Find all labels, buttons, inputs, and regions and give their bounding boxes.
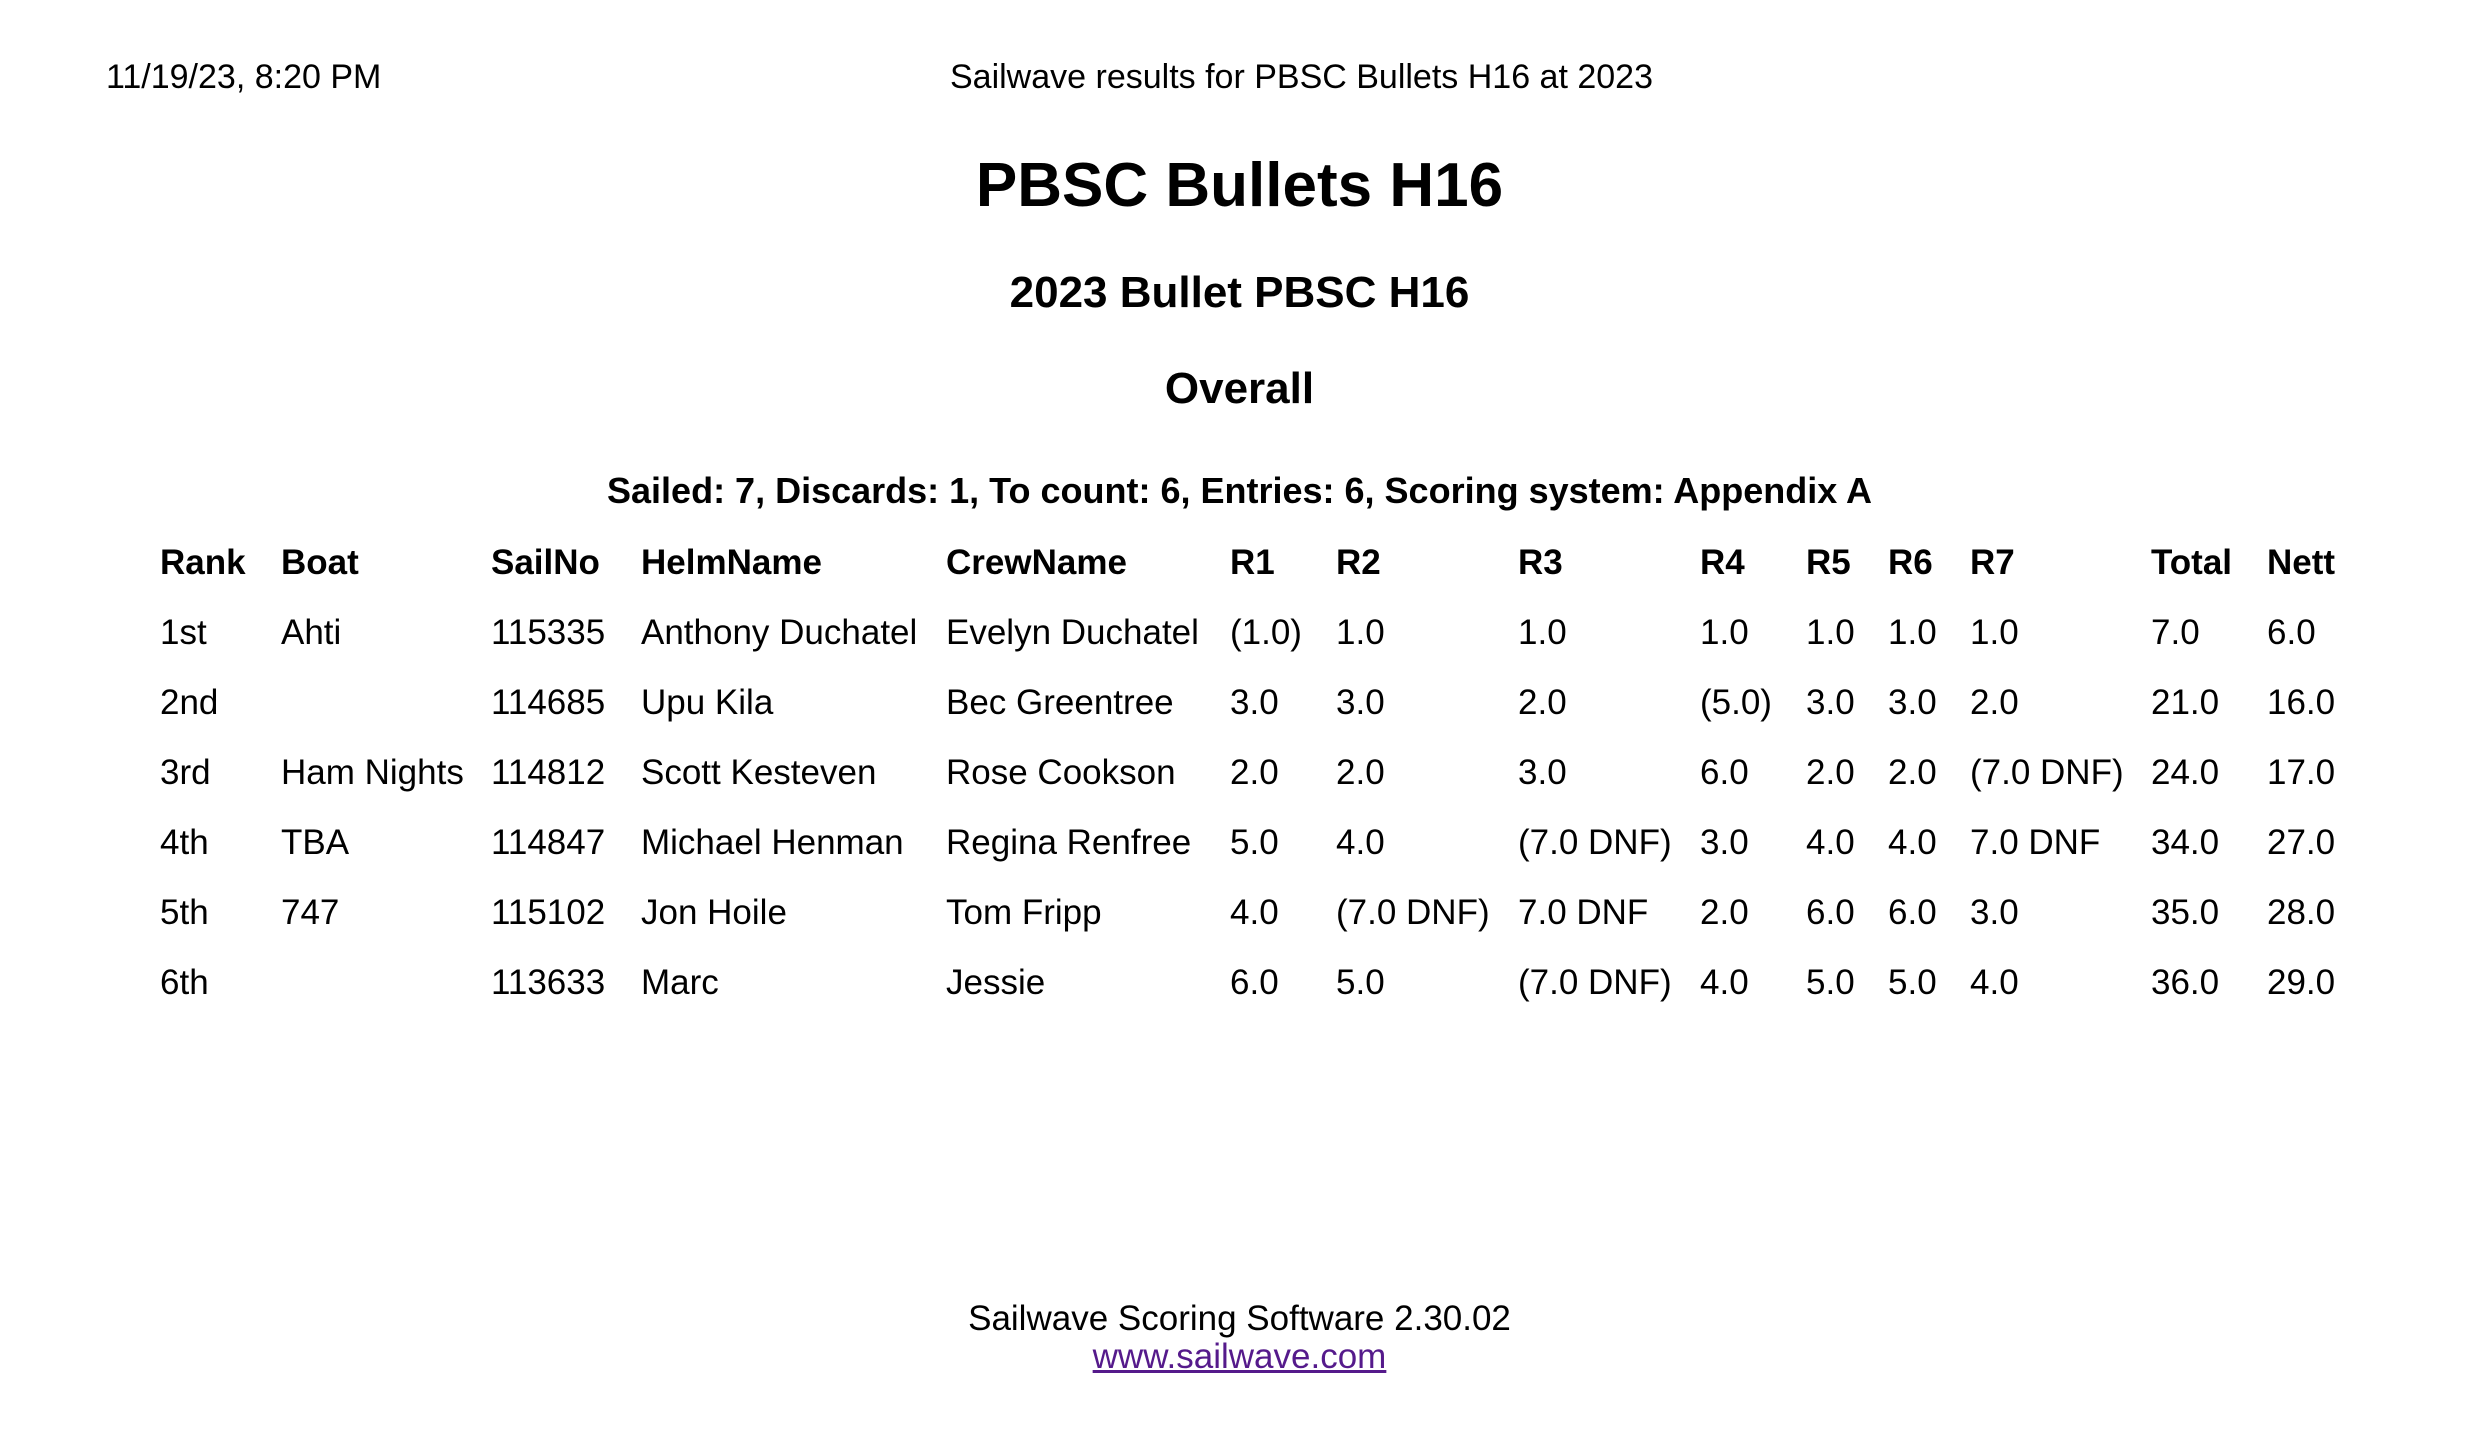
table-cell: 114847 xyxy=(491,823,606,862)
table-cell: 1st xyxy=(160,613,207,652)
print-page-title: Sailwave results for PBSC Bullets H16 at 2023 xyxy=(949,58,1653,96)
table-cell: 29.0 xyxy=(2267,963,2336,1002)
table-cell: (5.0) xyxy=(1700,683,1772,722)
table-cell xyxy=(281,964,491,1034)
series-summary: Sailed: 7, Discards: 1, To count: 6, Entries: 6, Scoring system: Appendix A xyxy=(607,470,1872,511)
table-cell: 2.0 xyxy=(1970,683,2019,722)
table-cell: 3.0 xyxy=(1806,683,1855,722)
sailwave-link[interactable]: www.sailwave.com xyxy=(1092,1337,1387,1376)
table-cell: 7.0 xyxy=(2151,613,2200,652)
table-row xyxy=(160,894,2357,964)
table-cell: 4.0 xyxy=(1970,963,2019,1002)
table-cell: TBA xyxy=(281,823,350,862)
table-cell: 2.0 xyxy=(1230,753,1279,792)
table-header-row xyxy=(160,544,2357,614)
section-title: Overall xyxy=(1164,364,1315,413)
table-cell: 3.0 xyxy=(1888,683,1937,722)
software-credit: Sailwave Scoring Software 2.30.02 xyxy=(968,1299,1511,1338)
table-cell: 35.0 xyxy=(2151,893,2220,932)
table-row xyxy=(160,754,2357,824)
column-header: R2 xyxy=(1336,543,1381,582)
table-cell: 5.0 xyxy=(1336,963,1385,1002)
table-cell: 4.0 xyxy=(1888,823,1937,862)
column-header: R7 xyxy=(1970,543,2015,582)
table-cell: 3.0 xyxy=(1970,893,2019,932)
table-cell: Anthony Duchatel xyxy=(641,613,918,652)
table-cell: Rose Cookson xyxy=(946,753,1176,792)
table-cell: 4.0 xyxy=(1700,963,1749,1002)
table-row xyxy=(160,824,2357,894)
table-cell: 1.0 xyxy=(1970,613,2019,652)
table-cell: 2.0 xyxy=(1888,753,1937,792)
table-cell: 5.0 xyxy=(1230,823,1279,862)
table-cell: 4.0 xyxy=(1230,893,1279,932)
table-cell: (7.0 DNF) xyxy=(1518,823,1672,862)
table-cell: 114685 xyxy=(491,683,606,722)
page-title: PBSC Bullets H16 xyxy=(975,151,1504,220)
table-cell: 21.0 xyxy=(2151,683,2220,722)
table-cell: 28.0 xyxy=(2267,893,2336,932)
column-header: R1 xyxy=(1230,543,1275,582)
column-header: R4 xyxy=(1700,543,1745,582)
table-cell: 5th xyxy=(160,893,209,932)
table-cell: 6.0 xyxy=(2267,613,2316,652)
table-cell: 1.0 xyxy=(1518,613,1567,652)
table-cell: 2.0 xyxy=(1806,753,1855,792)
table-cell xyxy=(281,684,491,754)
print-header xyxy=(0,58,2479,104)
table-cell: 3.0 xyxy=(1700,823,1749,862)
table-cell: 115102 xyxy=(491,893,606,932)
table-cell: Michael Henman xyxy=(641,823,904,862)
print-datetime: 11/19/23, 8:20 PM xyxy=(106,58,382,96)
results-table xyxy=(160,544,2357,1034)
table-cell: 6.0 xyxy=(1230,963,1279,1002)
table-cell: Scott Kesteven xyxy=(641,753,877,792)
table-cell: 1.0 xyxy=(1700,613,1749,652)
table-cell: 27.0 xyxy=(2267,823,2336,862)
table-cell: 2.0 xyxy=(1518,683,1567,722)
table-cell: (1.0) xyxy=(1230,613,1302,652)
table-cell: 3.0 xyxy=(1518,753,1567,792)
table-cell: Regina Renfree xyxy=(946,823,1192,862)
table-cell: 113633 xyxy=(491,963,606,1002)
column-header: R5 xyxy=(1806,543,1851,582)
table-cell: 4th xyxy=(160,823,209,862)
table-cell: 4.0 xyxy=(1806,823,1855,862)
table-cell: Tom Fripp xyxy=(946,893,1102,932)
table-cell: 24.0 xyxy=(2151,753,2220,792)
table-cell: 5.0 xyxy=(1806,963,1855,1002)
table-cell: 1.0 xyxy=(1888,613,1937,652)
table-cell: 2nd xyxy=(160,683,219,722)
column-header: SailNo xyxy=(491,543,600,582)
table-cell: 1.0 xyxy=(1806,613,1855,652)
table-cell: Ham Nights xyxy=(281,753,464,792)
column-header: R6 xyxy=(1888,543,1933,582)
table-cell: 7.0 DNF xyxy=(1970,823,2101,862)
column-header: Boat xyxy=(281,543,359,582)
table-cell: Jessie xyxy=(946,963,1046,1002)
table-cell: (7.0 DNF) xyxy=(1970,753,2124,792)
table-row xyxy=(160,614,2357,684)
table-cell: 5.0 xyxy=(1888,963,1937,1002)
table-cell: 6.0 xyxy=(1806,893,1855,932)
table-cell: Evelyn Duchatel xyxy=(946,613,1199,652)
table-cell: Ahti xyxy=(281,613,342,652)
column-header: CrewName xyxy=(946,543,1127,582)
table-cell: 6.0 xyxy=(1888,893,1937,932)
table-cell: 34.0 xyxy=(2151,823,2220,862)
table-cell: 3.0 xyxy=(1230,683,1279,722)
table-cell: (7.0 DNF) xyxy=(1518,963,1672,1002)
column-header: HelmName xyxy=(641,543,822,582)
column-header: Rank xyxy=(160,543,246,582)
footer xyxy=(0,1300,2479,1376)
table-cell: 114812 xyxy=(491,753,606,792)
table-cell: 2.0 xyxy=(1700,893,1749,932)
table-cell: 36.0 xyxy=(2151,963,2220,1002)
table-cell: 1.0 xyxy=(1336,613,1385,652)
table-row xyxy=(160,684,2357,754)
table-cell: 747 xyxy=(281,893,340,932)
column-header: Total xyxy=(2151,543,2233,582)
table-cell: Marc xyxy=(641,963,719,1002)
table-cell: (7.0 DNF) xyxy=(1336,893,1490,932)
table-cell: 7.0 DNF xyxy=(1518,893,1649,932)
table-cell: 115335 xyxy=(491,613,606,652)
table-cell: Jon Hoile xyxy=(641,893,787,932)
table-cell: 17.0 xyxy=(2267,753,2336,792)
table-cell: 6.0 xyxy=(1700,753,1749,792)
table-cell: Bec Greentree xyxy=(946,683,1174,722)
table-cell: 3.0 xyxy=(1336,683,1385,722)
table-cell: 4.0 xyxy=(1336,823,1385,862)
column-header: Nett xyxy=(2267,543,2336,582)
table-cell: Upu Kila xyxy=(641,683,774,722)
table-cell: 3rd xyxy=(160,753,211,792)
table-row xyxy=(160,964,2357,1034)
table-cell: 2.0 xyxy=(1336,753,1385,792)
table-cell: 16.0 xyxy=(2267,683,2336,722)
results-body xyxy=(160,614,2357,1034)
event-title: 2023 Bullet PBSC H16 xyxy=(1009,268,1470,317)
column-header: R3 xyxy=(1518,543,1563,582)
table-cell: 6th xyxy=(160,963,209,1002)
